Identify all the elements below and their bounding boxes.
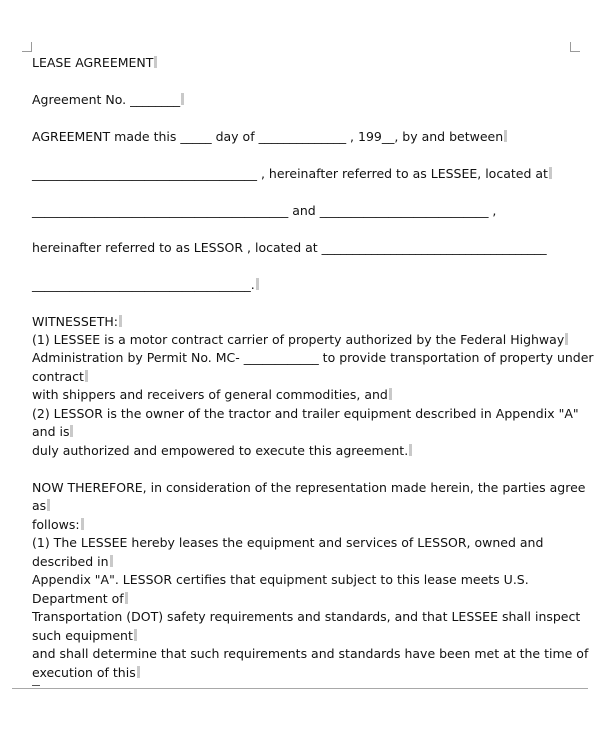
- paragraph-line: Transportation (DOT) safety requirements and standards, and that LESSEE shall inspect: [32, 609, 581, 624]
- paragraph-line: Appendix "A". LESSOR certifies that equipment subject to this lease meets U.S.: [32, 572, 529, 587]
- paragraph-line: contract: [32, 369, 88, 385]
- paragraph-line: as: [32, 498, 50, 514]
- cutoff-text-fragment: [32, 685, 40, 686]
- document-title: LEASE AGREEMENT: [32, 55, 157, 71]
- page-bottom-rule: [12, 688, 588, 689]
- paragraph-line: such equipment: [32, 628, 137, 644]
- paragraph-line: follows:: [32, 517, 84, 533]
- paragraph-line: (2) LESSOR is the owner of the tractor and trailer equipment described in Appendix "A": [32, 406, 579, 421]
- agreement-date-line: AGREEMENT made this _____ day of ______________ , 199__, by and between: [32, 129, 507, 145]
- top-right-margin-mark: [570, 42, 580, 52]
- paragraph-line: and shall determine that such requirements and standards have been met at the time of: [32, 646, 589, 661]
- paragraph-line: and is: [32, 424, 73, 440]
- witnesseth-heading: WITNESSETH:: [32, 314, 122, 330]
- paragraph-line: (1) LESSEE is a motor contract carrier of property authorized by the Federal Highway: [32, 332, 568, 348]
- agreement-number-line: Agreement No. ________: [32, 92, 184, 108]
- top-left-margin-mark: [22, 42, 32, 52]
- paragraph-line: described in: [32, 554, 113, 570]
- paragraph-line: (1) The LESSEE hereby leases the equipment and services of LESSOR, owned and: [32, 535, 544, 550]
- address-blanks-line: _________________________________________ and ___________________________ ,: [32, 203, 497, 218]
- paragraph-line: with shippers and receivers of general commodities, and: [32, 387, 392, 403]
- lessor-line: hereinafter referred to as LESSOR , located at ____________________________________: [32, 240, 547, 255]
- lessor-address-line: ___________________________________.: [32, 277, 259, 293]
- paragraph-line: execution of this: [32, 665, 140, 681]
- paragraph-line: NOW THEREFORE, in consideration of the representation made herein, the parties agree: [32, 480, 586, 495]
- paragraph-line: Administration by Permit No. MC- ____________ to provide transportation of property under: [32, 350, 594, 365]
- paragraph-line: duly authorized and empowered to execute this agreement.: [32, 443, 412, 459]
- paragraph-line: Department of: [32, 591, 128, 607]
- lessee-line: ____________________________________ , hereinafter referred to as LESSEE, located at: [32, 166, 552, 182]
